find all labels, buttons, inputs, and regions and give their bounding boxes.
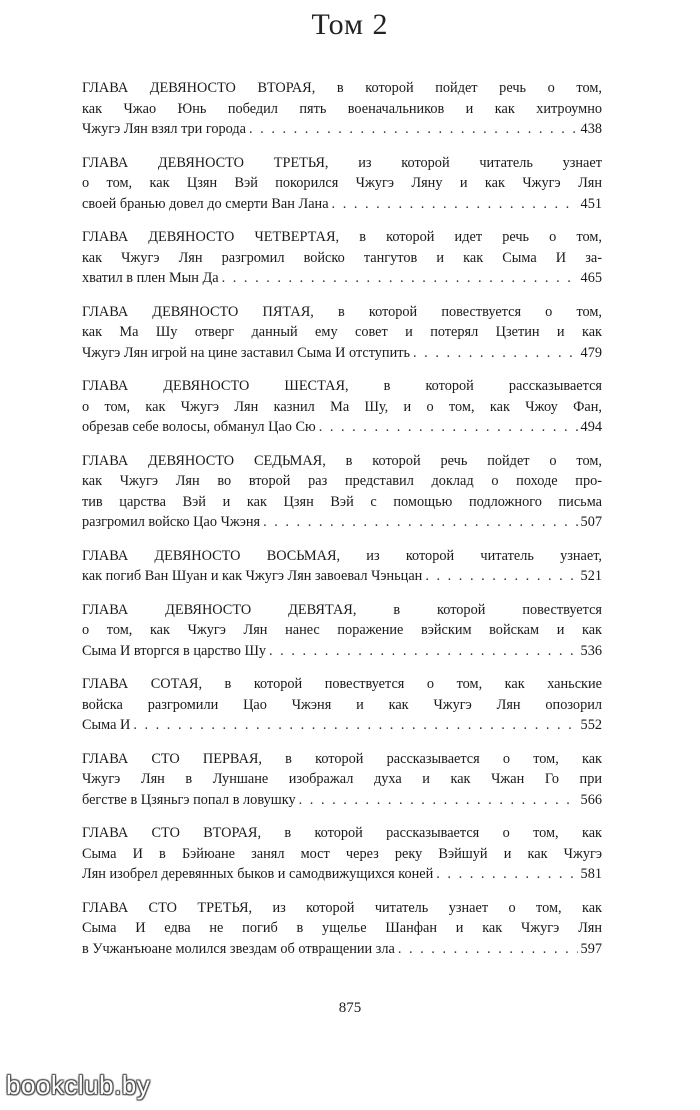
toc-page-number: 479 [580, 344, 602, 361]
toc-page-number: 597 [580, 940, 602, 957]
toc-entry-last-line [82, 715, 602, 736]
page-number: 875 [338, 1000, 362, 1016]
toc-entry-line: ГЛАВА СОТАЯ, в которой повествуется о том, как ханьские [82, 676, 602, 692]
toc-entry-line: Сыма И едва не погиб в ущелье Шанфан и как Чжугэ Лян [82, 920, 602, 936]
toc-entry-line: о том, как Цзян Вэй покорился Чжугэ Ляну и как Чжугэ Лян [82, 175, 602, 191]
dot-leader [425, 566, 577, 587]
toc-page-number: 566 [580, 791, 602, 808]
toc-entry-last-line [82, 566, 602, 587]
toc-entry-line: ГЛАВА ДЕВЯНОСТО ЧЕТВЕРТАЯ, в которой идет речь о том, [82, 229, 602, 245]
toc-page-number: 552 [580, 717, 602, 733]
toc-entry-line: как Чжао Юнь победил пять военачальников и как хитроумно [82, 100, 602, 117]
toc-page-number: 465 [580, 270, 602, 286]
toc-entry-last-line [82, 939, 602, 960]
toc-entry-last-line [82, 641, 602, 662]
toc-entry [82, 376, 602, 438]
toc-entry-line: ГЛАВА ДЕВЯНОСТО ДЕВЯТАЯ, в которой повествуется [82, 601, 602, 618]
dot-leader [133, 715, 577, 736]
toc-entry-last-line [82, 512, 602, 533]
toc-entry-last-line [82, 119, 602, 140]
toc-entry-last-line [82, 343, 602, 364]
dot-leader [319, 417, 578, 438]
toc-entry-line: ГЛАВА СТО ТРЕТЬЯ, из которой читатель узнает о том, как [82, 899, 602, 916]
dot-leader [269, 641, 578, 662]
toc-entry [82, 78, 602, 140]
toc-entry [82, 674, 602, 736]
toc-entry-text: обрезав себе волосы, обманул Цао Сю [82, 419, 316, 435]
dot-leader [249, 119, 578, 140]
toc-entry [82, 451, 602, 533]
toc-entry [82, 600, 602, 662]
toc-entry-text: разгромил войско Цао Чжэня [82, 514, 261, 530]
toc-entry-line: о том, как Чжугэ Лян нанес поражение вэйским войскам и как [82, 622, 602, 638]
toc-entry-line: как Ма Шу отверг данный ему совет и потерял Цзетин и как [82, 324, 602, 340]
dot-leader [398, 939, 578, 960]
toc-entry-line: ГЛАВА ДЕВЯНОСТО ТРЕТЬЯ, из которой читатель узнает [82, 154, 602, 171]
toc-entry-line: Чжугэ Лян в Луншане изображал духа и как Чжан Го при [82, 771, 602, 787]
toc-entry-line: тив царства Вэй и как Цзян Вэй с помощью подложного письма [82, 493, 602, 510]
toc-entry [82, 546, 602, 587]
toc-entry-text: Сыма И вторгся в царство Шу [82, 642, 267, 659]
toc-entry-text: своей бранью довел до смерти Ван Лана [82, 195, 329, 212]
dot-leader [436, 864, 577, 885]
toc-page-number: 494 [580, 419, 602, 435]
toc-entry-line: ГЛАВА СТО ПЕРВАЯ, в которой рассказывается о том, как [82, 750, 602, 767]
toc-entry-line: как Чжугэ Лян разгромил войско тангутов и как Сыма И за- [82, 249, 602, 266]
toc-entry-last-line [82, 417, 602, 438]
dot-leader [222, 268, 578, 289]
toc-entry-last-line [82, 790, 602, 811]
dot-leader [263, 512, 577, 533]
toc-entry-line: как Чжугэ Лян во второй раз представил доклад о походе про- [82, 473, 602, 489]
toc-entry-text: как погиб Ван Шуан и как Чжугэ Лян завоевал Чэньцан [82, 568, 423, 584]
toc-entry-line: ГЛАВА ДЕВЯНОСТО ПЯТАЯ, в которой повествуется о том, [82, 303, 602, 320]
toc-entry-last-line [82, 194, 602, 215]
toc-entry-text: Чжугэ Лян игрой на цине заставил Сыма И отступить [82, 344, 411, 361]
dot-leader [413, 343, 578, 364]
toc-entry-last-line [82, 864, 602, 885]
toc-entry [82, 227, 602, 289]
toc-entry-text: бегстве в Цзяньгэ попал в ловушку [82, 791, 296, 808]
toc-entry-line: о том, как Чжугэ Лян казнил Ма Шу, и о том, как Чжоу Фан, [82, 398, 602, 415]
toc-entry-line: Сыма И в Бэйюане занял мост через реку Вэйшуй и как Чжугэ [82, 845, 602, 862]
toc-entry [82, 153, 602, 215]
toc-entry [82, 302, 602, 364]
dot-leader [299, 790, 578, 811]
watermark-logo: bookclub.by [6, 1070, 151, 1100]
toc-entry-line: ГЛАВА ДЕВЯНОСТО ШЕСТАЯ, в которой рассказывается [82, 378, 602, 394]
toc-entry-line: ГЛАВА ДЕВЯНОСТО СЕДЬМАЯ, в которой речь пойдет о том, [82, 452, 602, 469]
toc-entry-text: хватил в плен Мын Да [82, 270, 219, 286]
toc-page-number: 438 [580, 121, 602, 137]
toc-page-number: 581 [580, 866, 602, 882]
toc-page-number: 536 [580, 642, 602, 659]
toc-entry-line: ГЛАВА СТО ВТОРАЯ, в которой рассказывается о том, как [82, 825, 602, 841]
toc-entry-text: Чжугэ Лян взял три города [82, 121, 247, 137]
toc-page-number: 521 [580, 568, 602, 584]
toc-entry-line: войска разгромили Цао Чжэня и как Чжугэ Лян опозорил [82, 696, 602, 713]
toc-entry-line: ГЛАВА ДЕВЯНОСТО ВОСЬМАЯ, из которой читатель узнает, [82, 547, 602, 564]
toc-page-number: 451 [580, 195, 602, 212]
toc-entry-text: Лян изобрел деревянных быков и самодвижущихся коней [82, 866, 434, 882]
volume-title: Том 2 [311, 8, 389, 41]
dot-leader [332, 194, 578, 215]
toc-entry-text: в Учжанъюане молился звездам об отвращении зла [82, 940, 395, 957]
table-of-contents [82, 78, 602, 972]
toc-entry-line: ГЛАВА ДЕВЯНОСТО ВТОРАЯ, в которой пойдет речь о том, [82, 80, 602, 96]
toc-entry [82, 898, 602, 960]
toc-entry-last-line [82, 268, 602, 289]
toc-entry [82, 823, 602, 885]
toc-entry [82, 749, 602, 811]
toc-entry-text: Сыма И [82, 717, 131, 733]
toc-page-number: 507 [580, 514, 602, 530]
